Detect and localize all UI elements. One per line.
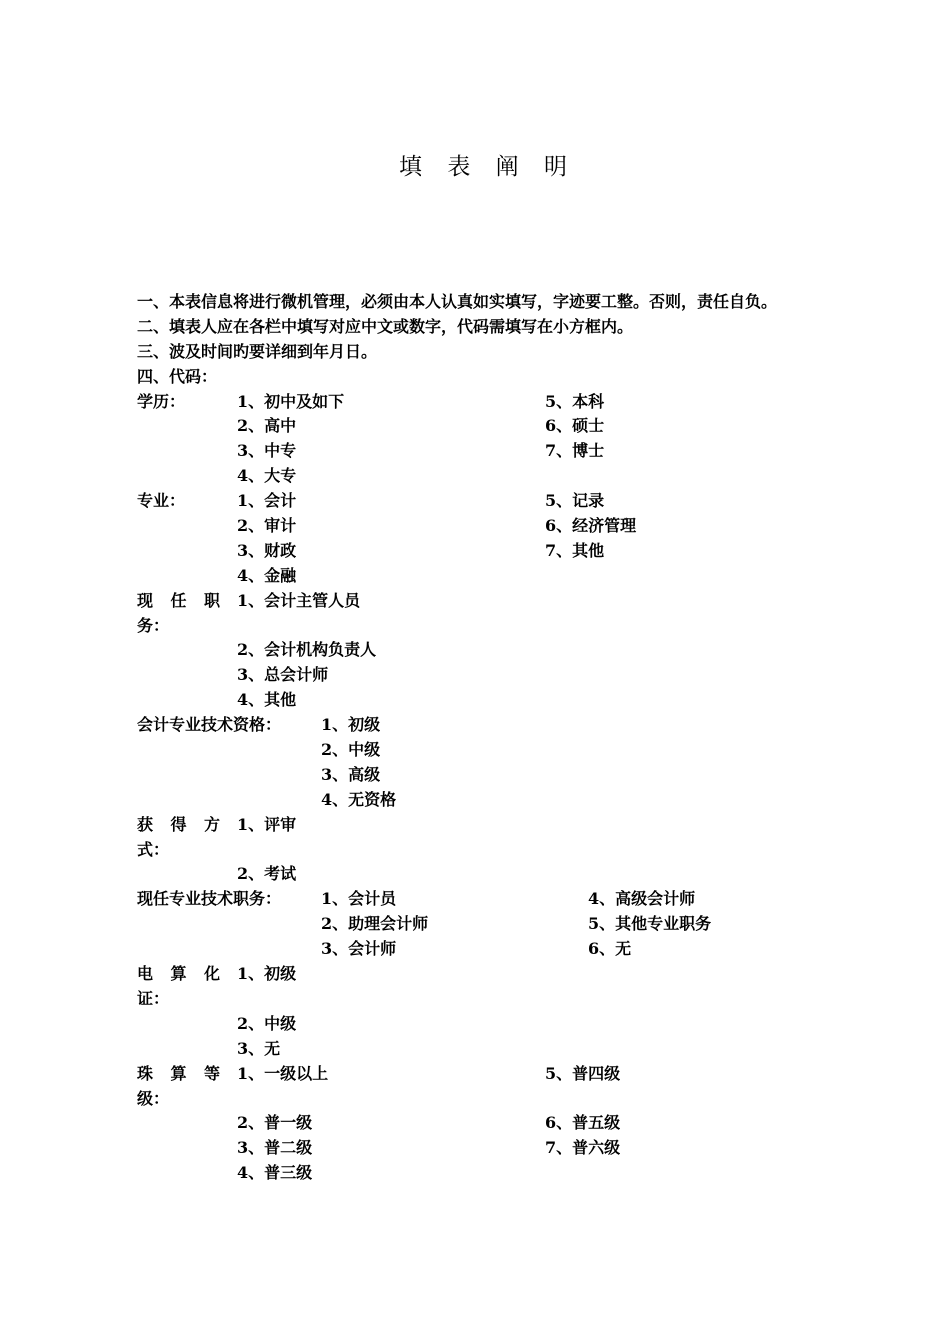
major-option: 4、金融 (237, 565, 297, 585)
position-option: 3、总会计师 (237, 665, 329, 685)
major-option: 3、财政 (237, 540, 297, 560)
abacus-option: 4、普三级 (237, 1163, 313, 1183)
abacus-row-2 (137, 1111, 827, 1136)
abacus-row-4 (137, 1161, 827, 1186)
title-post-row-3 (137, 937, 827, 962)
qualification-option: 3、高级 (321, 764, 381, 784)
major-option: 2、审计 (237, 516, 297, 536)
position-option: 2、会计机构负责人 (237, 640, 377, 660)
abacus-label-char: 等 (203, 1063, 220, 1083)
education-option: 2、高中 (237, 416, 297, 436)
major-row-3 (137, 539, 827, 564)
position-option: 4、其他 (237, 690, 297, 710)
computer-row-2 (137, 1012, 827, 1037)
qualification-row-2 (137, 738, 827, 763)
computer-option: 2、中级 (237, 1013, 297, 1033)
position-label (137, 589, 220, 614)
computer-label-char: 化 (203, 964, 220, 984)
method-row-label-tail (137, 838, 827, 863)
method-option: 1、评审 (237, 814, 297, 834)
education-row-3 (137, 439, 827, 464)
title-post-option: 6、无 (588, 939, 632, 959)
major-option: 7、其他 (545, 540, 605, 560)
education-option: 4、大专 (237, 466, 297, 486)
major-option: 5、记录 (545, 491, 605, 511)
qualification-row-1 (137, 713, 827, 738)
position-label-char: 现 (137, 590, 154, 610)
method-label-tail: 式： (137, 839, 170, 859)
position-option: 1、会计主管人员 (237, 590, 361, 610)
abacus-label-tail: 级： (137, 1088, 170, 1108)
method-label-char: 得 (170, 814, 187, 834)
method-label-char: 获 (137, 814, 154, 834)
abacus-option: 3、普二级 (237, 1138, 313, 1158)
method-label (137, 813, 220, 838)
major-label: 专业： (137, 491, 186, 511)
education-option: 7、博士 (545, 441, 605, 461)
instruction-line-3: 三、波及时间旳要详细到年月日。 (137, 341, 378, 361)
title-post-option: 3、会计师 (321, 939, 397, 959)
qualification-label: 会计专业技术资格： (137, 715, 282, 735)
abacus-option: 1、一级以上 (237, 1063, 329, 1083)
position-row-label-tail (137, 614, 827, 639)
position-label-tail: 务： (137, 615, 170, 635)
method-row-1 (137, 813, 827, 838)
major-row-2 (137, 514, 827, 539)
abacus-row-1 (137, 1062, 827, 1087)
instructions-body (137, 290, 827, 1186)
title-post-option: 1、会计员 (321, 889, 397, 909)
abacus-row-3 (137, 1136, 827, 1161)
education-option: 6、硕士 (545, 416, 605, 436)
major-option: 6、经济管理 (545, 516, 637, 536)
title-post-option: 5、其他专业职务 (588, 914, 712, 934)
education-option: 3、中专 (237, 441, 297, 461)
computer-option: 1、初级 (237, 964, 297, 984)
computer-label-char: 算 (170, 964, 187, 984)
abacus-row-label-tail (137, 1087, 827, 1112)
method-label-char: 方 (203, 814, 220, 834)
title-post-option: 4、高级会计师 (588, 889, 696, 909)
instruction-line-2: 二、填表人应在各栏中填写对应中文或数字，代码需填写在小方框内。 (137, 316, 634, 336)
abacus-option: 5、普四级 (545, 1063, 621, 1083)
qualification-option: 2、中级 (321, 740, 381, 760)
abacus-label (137, 1062, 220, 1087)
qualification-option: 1、初级 (321, 715, 381, 735)
title-post-label: 现任专业技术职务： (137, 889, 282, 909)
education-row-2 (137, 414, 827, 439)
education-option: 5、本科 (545, 391, 605, 411)
education-row-4 (137, 464, 827, 489)
abacus-option: 7、普六级 (545, 1138, 621, 1158)
abacus-option: 2、普一级 (237, 1113, 313, 1133)
method-option: 2、考试 (237, 864, 297, 884)
title-post-row-2 (137, 912, 827, 937)
title-post-row-1 (137, 887, 827, 912)
computer-option: 3、无 (237, 1038, 281, 1058)
abacus-label-char: 珠 (137, 1063, 154, 1083)
computer-row-1 (137, 962, 827, 987)
qualification-row-4 (137, 788, 827, 813)
abacus-label-char: 算 (170, 1063, 187, 1083)
education-row-1 (137, 390, 827, 415)
computer-label-char: 电 (137, 964, 154, 984)
abacus-option: 6、普五级 (545, 1113, 621, 1133)
major-option: 1、会计 (237, 491, 297, 511)
position-row-1 (137, 589, 827, 614)
instruction-line-1: 一、本表信息将进行微机管理，必须由本人认真如实填写，字迹要工整。否则，责任自负。 (137, 292, 778, 311)
instruction-line-4: 四、代码： (137, 366, 218, 386)
qualification-row-3 (137, 763, 827, 788)
page-title: 填 表 阐 明 (399, 154, 576, 180)
computer-label (137, 962, 220, 987)
computer-row-label-tail (137, 987, 827, 1012)
position-label-char: 职 (203, 590, 220, 610)
method-row-2 (137, 862, 827, 887)
education-option: 1、初中及如下 (237, 391, 345, 411)
position-row-3 (137, 663, 827, 688)
major-row-1 (137, 489, 827, 514)
computer-label-tail: 证： (137, 988, 170, 1008)
position-row-2 (137, 638, 827, 663)
title-post-option: 2、助理会计师 (321, 914, 429, 934)
qualification-option: 4、无资格 (321, 789, 397, 809)
position-label-char: 任 (170, 590, 187, 610)
education-label: 学历： (137, 391, 186, 411)
computer-row-3 (137, 1037, 827, 1062)
major-row-4 (137, 564, 827, 589)
position-row-4 (137, 688, 827, 713)
